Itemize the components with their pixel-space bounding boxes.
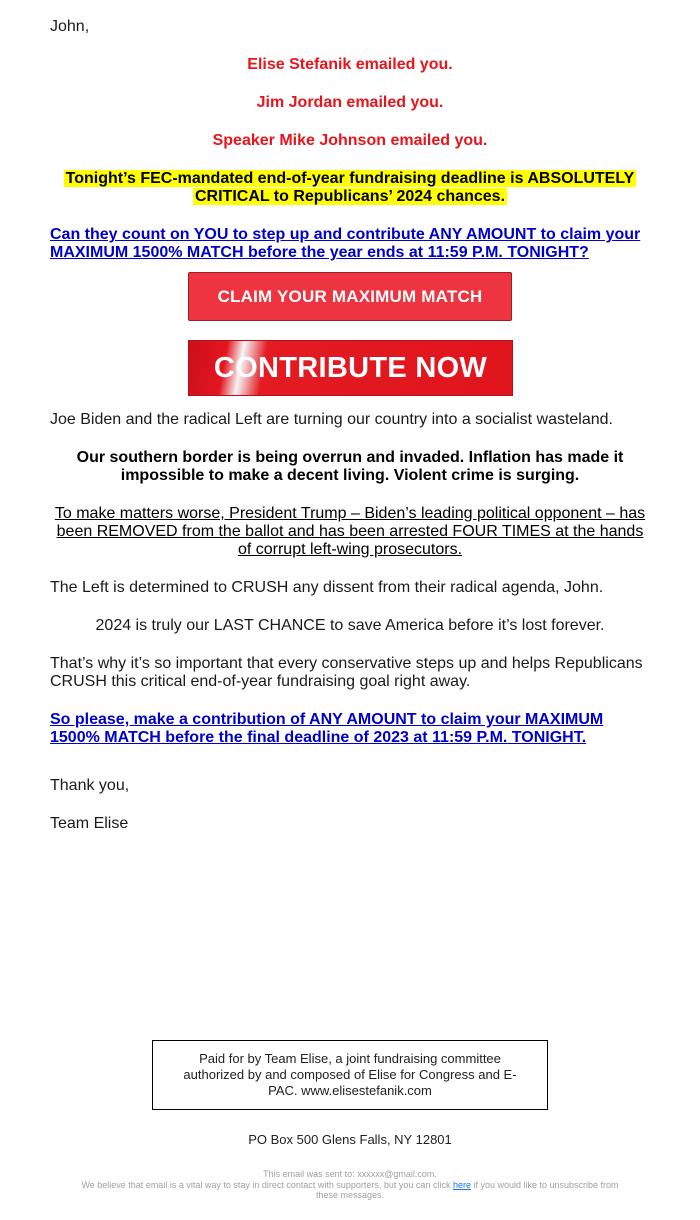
unsubscribe-text-pre: We believe that email is a vital way to stay in direct contact with supporters, but you can click	[81, 1180, 453, 1190]
deadline-highlight-line1: Tonight’s FEC-mandated end-of-year fundraising deadline is ABSOLUTELY	[65, 170, 635, 187]
match-link-line2[interactable]: MAXIMUM 1500% MATCH before the year ends at 11:59 P.M. TONIGHT?	[50, 244, 589, 261]
match-link[interactable]	[50, 226, 640, 262]
contribute-now-button[interactable]: CONTRIBUTE NOW	[188, 340, 513, 396]
mailing-address: PO Box 500 Glens Falls, NY 12801	[248, 1132, 452, 1147]
signature: Team Elise	[50, 815, 129, 832]
paid-for-disclaimer	[152, 1040, 548, 1110]
worse-line2: been REMOVED from the ballot and has been arrested FOUR TIMES at the hands	[56, 523, 644, 540]
contribution-link-line2[interactable]: 1500% MATCH before the final deadline of 2023 at 11:59 P.M. TONIGHT.	[50, 729, 587, 746]
worse-paragraph	[50, 505, 650, 559]
signoff: Thank you,	[50, 777, 130, 794]
claim-maximum-match-button[interactable]: CLAIM YOUR MAXIMUM MATCH	[188, 272, 512, 321]
worse-line3: of corrupt left-wing prosecutors.	[237, 541, 463, 558]
sent-to-notice: This email was sent to: xxxxxx@gmail.com.	[263, 1169, 437, 1179]
emailed-notice-jordan: Jim Jordan emailed you.	[256, 94, 444, 111]
emailed-notice-stefanik: Elise Stefanik emailed you.	[247, 56, 453, 73]
paid-line2: authorized by and composed of Elise for Congress and E-	[183, 1067, 517, 1082]
emailed-notice-johnson: Speaker Mike Johnson emailed you.	[212, 132, 488, 149]
unsubscribe-text-line2: these messages.	[315, 1190, 385, 1200]
contribution-link[interactable]	[50, 711, 603, 747]
paid-line1: Paid for by Team Elise, a joint fundraising committee	[199, 1051, 501, 1066]
biden-paragraph: Joe Biden and the radical Left are turning our country into a socialist wasteland.	[50, 411, 613, 428]
greeting: John,	[50, 18, 90, 35]
contribution-link-line1[interactable]: So please, make a contribution of ANY AMOUNT to claim your MAXIMUM	[50, 711, 604, 728]
match-link-line1[interactable]: Can they count on YOU to step up and contribute ANY AMOUNT to claim your	[50, 226, 641, 243]
last-chance-paragraph: 2024 is truly our LAST CHANCE to save America before it’s lost forever.	[95, 617, 605, 634]
deadline-highlight-line2: CRITICAL to Republicans’ 2024 chances.	[194, 188, 506, 205]
deadline-highlight	[50, 170, 650, 206]
unsubscribe-text-post: if you would like to unsubscribe from	[470, 1180, 619, 1190]
why-line2: CRUSH this critical end-of-year fundraising goal right away.	[50, 673, 471, 690]
unsubscribe-notice	[50, 1180, 650, 1200]
border-paragraph	[50, 449, 650, 485]
worse-line1: To make matters worse, President Trump – Biden’s leading political opponent – has	[54, 505, 646, 522]
paid-line3: PAC. www.elisestefanik.com	[268, 1083, 432, 1098]
unsubscribe-link[interactable]: here	[452, 1180, 471, 1190]
border-line2: impossible to make a decent living. Violent crime is surging.	[120, 467, 580, 484]
border-line1: Our southern border is being overrun and invaded. Inflation has made it	[76, 449, 624, 466]
why-line1: That’s why it’s so important that every conservative steps up and helps Republicans	[50, 655, 643, 672]
why-paragraph	[50, 655, 643, 691]
crush-paragraph: The Left is determined to CRUSH any dissent from their radical agenda, John.	[50, 579, 604, 596]
